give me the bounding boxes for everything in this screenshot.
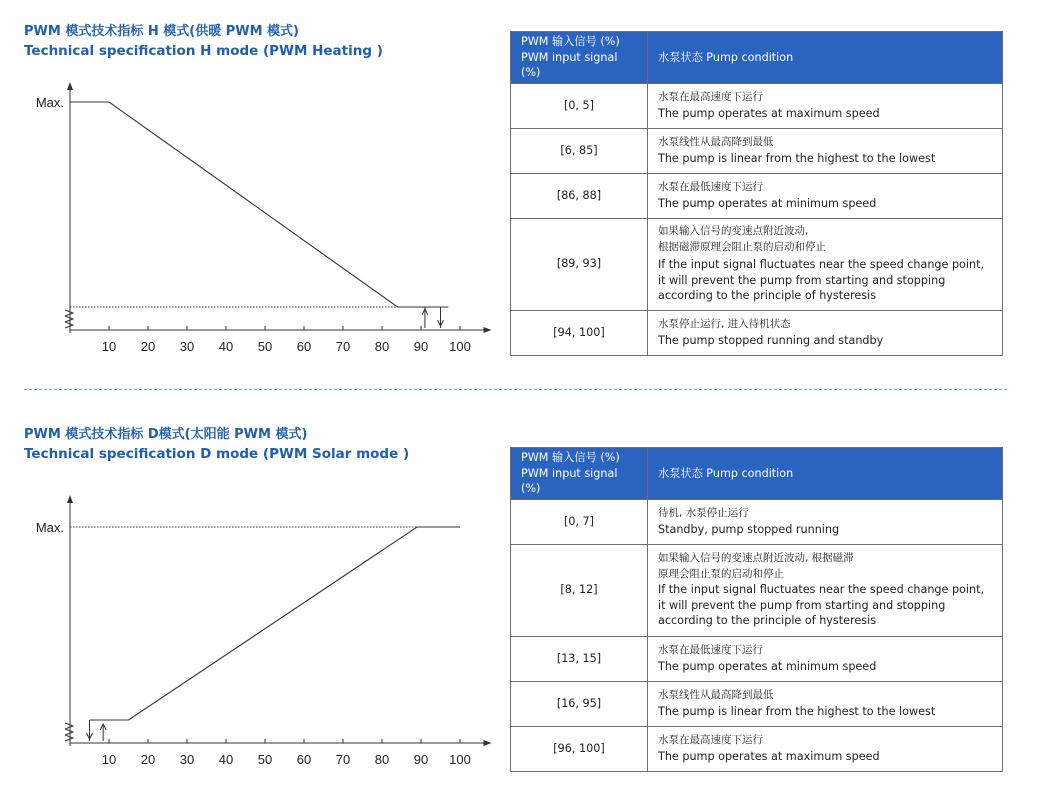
solar-title-cn: PWM 模式技术指标 D模式(太阳能 PWM 模式): [24, 427, 308, 442]
heating-title-en: Technical specification H mode (PWM Heating ): [24, 43, 383, 59]
table-row: [511, 173, 1003, 218]
header-signal: [511, 448, 648, 500]
heating-mode-section: [0, 0, 1040, 380]
x-tick-label: 60: [296, 752, 312, 767]
x-tick-label: 70: [335, 339, 351, 354]
condition-cell: [648, 128, 1003, 173]
condition-en-2: it will prevent the pump from starting and stopping: [658, 598, 946, 612]
condition-cn: 水泵在最低速度下运行: [658, 181, 763, 193]
condition-cn: 待机, 水泵停止运行: [658, 507, 749, 519]
x-tick-label: 90: [413, 752, 429, 767]
condition-en: The pump is linear from the highest to the lowest: [658, 704, 936, 718]
range-cell: [0, 5]: [511, 83, 648, 128]
condition-cell: [648, 726, 1003, 771]
solar-chart: [18, 485, 488, 775]
condition-cell: [648, 218, 1003, 310]
axis-break-icon: [65, 310, 73, 328]
x-tick-label: 90: [413, 339, 429, 354]
condition-en-3: according to the principle of hysteresis: [658, 289, 877, 303]
x-tick-label: 70: [335, 752, 351, 767]
condition-cn: 水泵线性从最高降到最低: [658, 136, 774, 148]
x-axis-arrow: [484, 327, 492, 333]
x-axis-arrow: [484, 740, 492, 746]
condition-cn: 水泵在最低速度下运行: [658, 644, 763, 656]
range-cell: [16, 95]: [511, 681, 648, 726]
range-cell: [6, 85]: [511, 128, 648, 173]
x-tick-label: 100: [449, 752, 471, 767]
x-tick-label: 60: [296, 339, 312, 354]
y-axis-arrow: [67, 82, 73, 90]
x-tick-label: 30: [179, 339, 195, 354]
y-axis-arrow: [67, 495, 73, 503]
solar-title-en: Technical specification D mode (PWM Solar mode ): [24, 446, 410, 462]
condition-cn: 如果输入信号的变速点附近波动,: [658, 225, 809, 238]
condition-cn-2: 原理会阻止泵的启动和停止: [658, 567, 784, 580]
x-tick-label: 10: [101, 752, 117, 767]
section-divider: [24, 389, 1007, 390]
condition-en: The pump is linear from the highest to the lowest: [658, 151, 936, 165]
header-condition: 水泵状态 Pump condition: [648, 448, 1003, 500]
header-signal: [511, 32, 648, 84]
x-tick-label: 80: [374, 752, 390, 767]
table-header-row: [511, 32, 1003, 84]
condition-en: If the input signal fluctuates near the speed change point,: [658, 583, 985, 597]
x-tick-label: 20: [140, 339, 156, 354]
condition-en: The pump stopped running and standby: [658, 333, 884, 347]
series-line: [90, 527, 461, 720]
heating-chart: [18, 72, 488, 362]
x-tick-label: 100: [449, 339, 471, 354]
condition-cell: [648, 173, 1003, 218]
range-cell: [94, 100]: [511, 310, 648, 355]
condition-cn-2: 根据磁滞原理会阻止泵的启动和停止: [658, 240, 826, 253]
header-signal-cn: PWM 输入信号 (%): [521, 35, 620, 48]
x-tick-label: 40: [218, 752, 234, 767]
condition-en: Standby, pump stopped running: [658, 522, 840, 536]
table-row: [511, 310, 1003, 355]
condition-cell: [648, 499, 1003, 544]
range-cell: [86, 88]: [511, 173, 648, 218]
x-tick-label: 50: [257, 752, 273, 767]
range-cell: [8, 12]: [511, 544, 648, 636]
table-row: [511, 218, 1003, 310]
x-tick-label: 20: [140, 752, 156, 767]
condition-en: If the input signal fluctuates near the speed change point,: [658, 258, 985, 272]
x-tick-label: 40: [218, 339, 234, 354]
condition-cn: 水泵在最高速度下运行: [658, 734, 763, 746]
axis-break-icon: [65, 723, 73, 741]
range-cell: [13, 15]: [511, 636, 648, 681]
range-cell: [96, 100]: [511, 726, 648, 771]
x-tick-label: 10: [101, 339, 117, 354]
header-condition: 水泵状态 Pump condition: [648, 32, 1003, 84]
y-max-label: Max.: [35, 95, 64, 110]
condition-cell: [648, 636, 1003, 681]
solar-spec-table: [510, 447, 1003, 772]
y-max-label: Max.: [35, 520, 64, 535]
solar-chart-svg: [18, 485, 488, 775]
range-cell: [89, 93]: [511, 218, 648, 310]
table-row: [511, 681, 1003, 726]
table-row: [511, 726, 1003, 771]
condition-en-2: it will prevent the pump from starting and stopping: [658, 273, 946, 287]
table-header-row: [511, 448, 1003, 500]
condition-en: The pump operates at maximum speed: [658, 106, 880, 120]
solar-mode-section: [0, 405, 1040, 793]
condition-cell: [648, 83, 1003, 128]
table-row: [511, 83, 1003, 128]
condition-cell: [648, 544, 1003, 636]
condition-cell: [648, 310, 1003, 355]
condition-en: The pump operates at minimum speed: [658, 659, 877, 673]
table-row: [511, 128, 1003, 173]
table-row: [511, 636, 1003, 681]
header-signal-en: PWM input signal (%): [521, 50, 618, 79]
condition-en: The pump operates at maximum speed: [658, 749, 880, 763]
condition-cell: [648, 681, 1003, 726]
x-tick-label: 50: [257, 339, 273, 354]
condition-cn: 水泵停止运行, 进入待机状态: [658, 318, 791, 330]
condition-cn: 如果输入信号的变速点附近波动, 根据磁滞: [658, 552, 854, 565]
table-row: [511, 499, 1003, 544]
condition-cn: 水泵线性从最高降到最低: [658, 689, 774, 701]
header-signal-cn: PWM 输入信号 (%): [521, 451, 620, 464]
heating-chart-svg: [18, 72, 488, 362]
condition-en-3: according to the principle of hysteresis: [658, 614, 877, 628]
heating-spec-table: [510, 31, 1003, 356]
table-row: [511, 544, 1003, 636]
x-tick-label: 80: [374, 339, 390, 354]
condition-cn: 水泵在最高速度下运行: [658, 91, 763, 103]
heating-title-cn: PWM 模式技术指标 H 模式(供暖 PWM 模式): [24, 24, 299, 39]
series-line: [70, 102, 448, 307]
range-cell: [0, 7]: [511, 499, 648, 544]
header-signal-en: PWM input signal (%): [521, 466, 618, 495]
x-tick-label: 30: [179, 752, 195, 767]
condition-en: The pump operates at minimum speed: [658, 196, 877, 210]
